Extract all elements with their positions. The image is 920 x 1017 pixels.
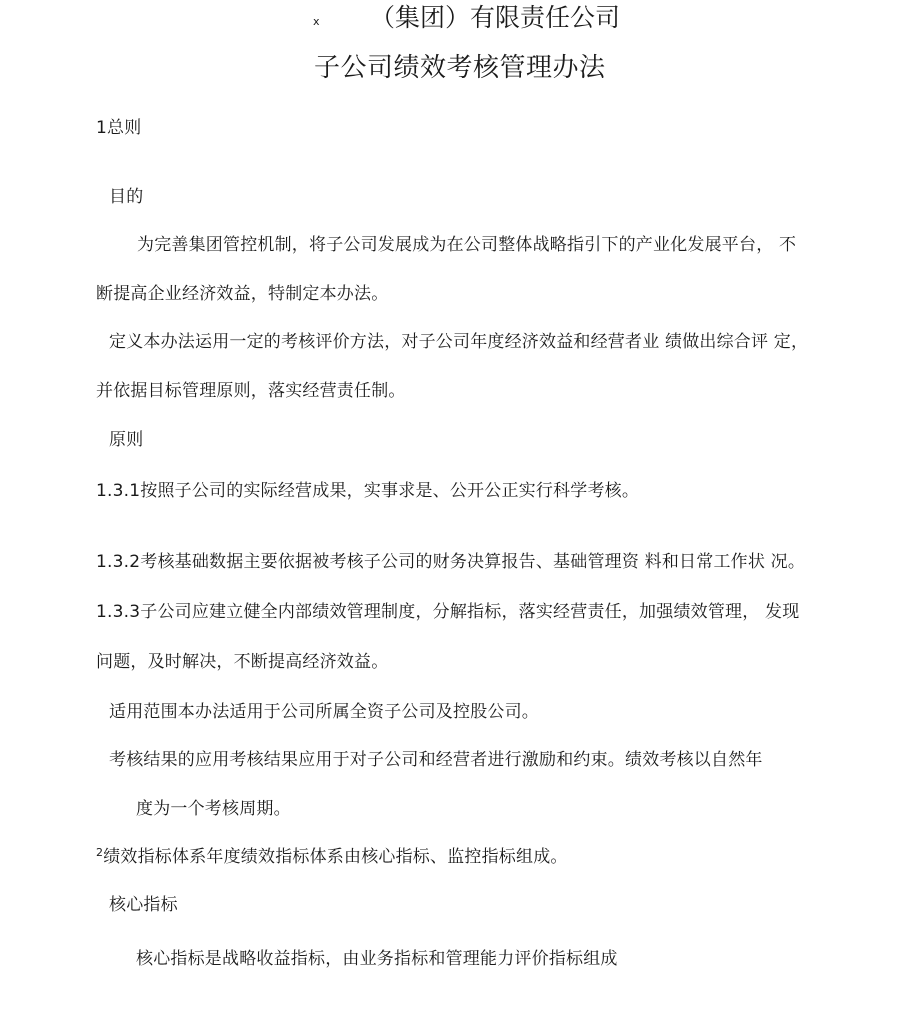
section-1-1-heading: 目的 — [109, 187, 144, 207]
section-1-3-heading: 原则 — [109, 430, 144, 450]
company-prefix-mark: x — [313, 15, 320, 28]
section-1-4-scope: 适用范围本办法适用于公司所属全资子公司及控股公司。 — [109, 702, 539, 722]
section-2-number: 2 — [96, 846, 104, 859]
section-2-heading-text: 绩效指标体系年度绩效指标体系由核心指标、监控指标组成。 — [103, 847, 568, 867]
section-2-1-heading: 核心指标 — [109, 895, 178, 915]
section-1-2-definition-line-2: 并依据目标管理原则，落实经营责任制。 — [96, 381, 406, 401]
principle-1-3-1: 1.3.1按照子公司的实际经营成果，实事求是、公开公正实行科学考核。 — [96, 481, 640, 501]
section-1-1-body-text-1: 为完善集团管控机制，将子公司发展成为在公司整体战略指引下的产业化发展平台， 不 — [137, 235, 797, 255]
section-1-1-body-line-1 — [137, 235, 796, 255]
section-2-heading — [96, 847, 568, 867]
principle-1-3-3-line-2: 问题，及时解决，不断提高经济效益。 — [96, 652, 389, 672]
principle-1-3-3-line-1: 1.3.3子公司应建立健全内部绩效管理制度，分解指标，落实经营责任，加强绩效管理， 发现 — [96, 602, 800, 622]
section-1-2-definition-line-1: 定义本办法运用一定的考核评价方法，对子公司年度经济效益和经营者业 绩做出综合评 定， — [109, 332, 809, 352]
section-1-5-application-line-1: 考核结果的应用考核结果应用于对子公司和经营者进行激励和约束。绩效考核以自然年 — [109, 750, 763, 770]
principle-1-3-2: 1.3.2考核基础数据主要依据被考核子公司的财务决算报告、基础管理资 料和日常工作状 况。 — [96, 552, 806, 572]
company-name: （集团）有限责任公司 — [370, 3, 621, 32]
section-1-1-body-line-2: 断提高企业经济效益，特制定本办法。 — [96, 284, 389, 304]
section-1-heading: 1总则 — [96, 118, 142, 138]
section-2-1-body: 核心指标是战略收益指标，由业务指标和管理能力评价指标组成 — [136, 949, 618, 969]
document-title: 子公司绩效考核管理办法 — [314, 53, 606, 83]
section-1-5-application-line-2: 度为一个考核周期。 — [136, 799, 291, 819]
